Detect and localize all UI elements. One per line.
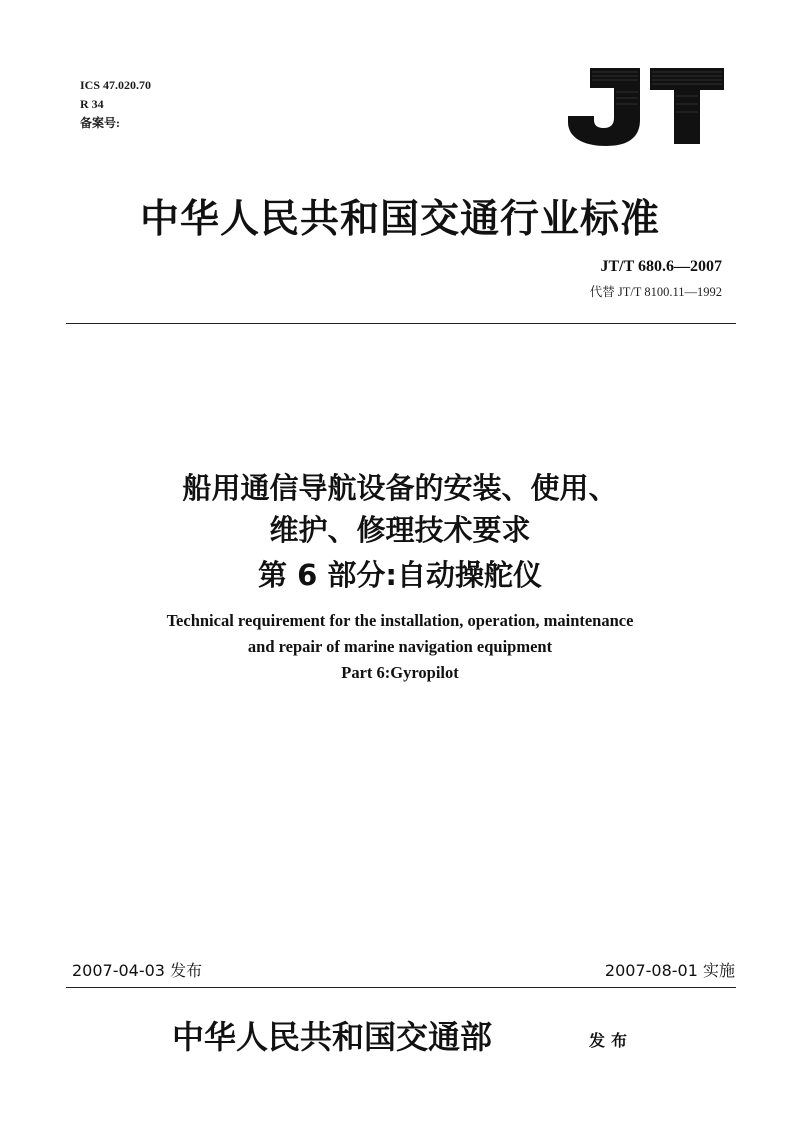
en-title-line-3: Part 6:Gyropilot — [341, 663, 459, 682]
cn-title-line-2: 维护、修理技术要求 — [269, 513, 531, 547]
issue-date: 2007-04-03 发布 — [72, 961, 203, 980]
category-code: R 34 — [80, 97, 104, 111]
ics-code: ICS 47.020.70 — [80, 78, 152, 92]
record-number-label: 备案号: — [80, 116, 120, 130]
top-divider — [66, 323, 736, 324]
publisher-name: 中华人民共和国交通部 — [172, 1018, 493, 1056]
implementation-date: 2007-08-01 实施 — [604, 961, 735, 980]
cn-title-line-1: 船用通信导航设备的安装、使用、 — [182, 471, 618, 505]
standard-number: JT/T 680.6—2007 — [600, 258, 722, 275]
publish-label: 发布 — [589, 1031, 634, 1050]
en-title-line-1: Technical requirement for the installation, operation, maintenance — [166, 611, 634, 630]
standard-title: 中华人民共和国交通行业标准 — [139, 196, 660, 242]
cn-title-line-3: 第 6 部分:自动操舵仪 — [258, 558, 542, 592]
bottom-divider — [66, 987, 736, 988]
replaces-standard: 代替 JT/T 8100.11—1992 — [589, 285, 722, 299]
jt-logo-graphic — [562, 64, 728, 148]
metadata-block — [80, 76, 151, 133]
jt-logo — [562, 64, 728, 148]
en-title-line-2: and repair of marine navigation equipment — [247, 637, 553, 656]
